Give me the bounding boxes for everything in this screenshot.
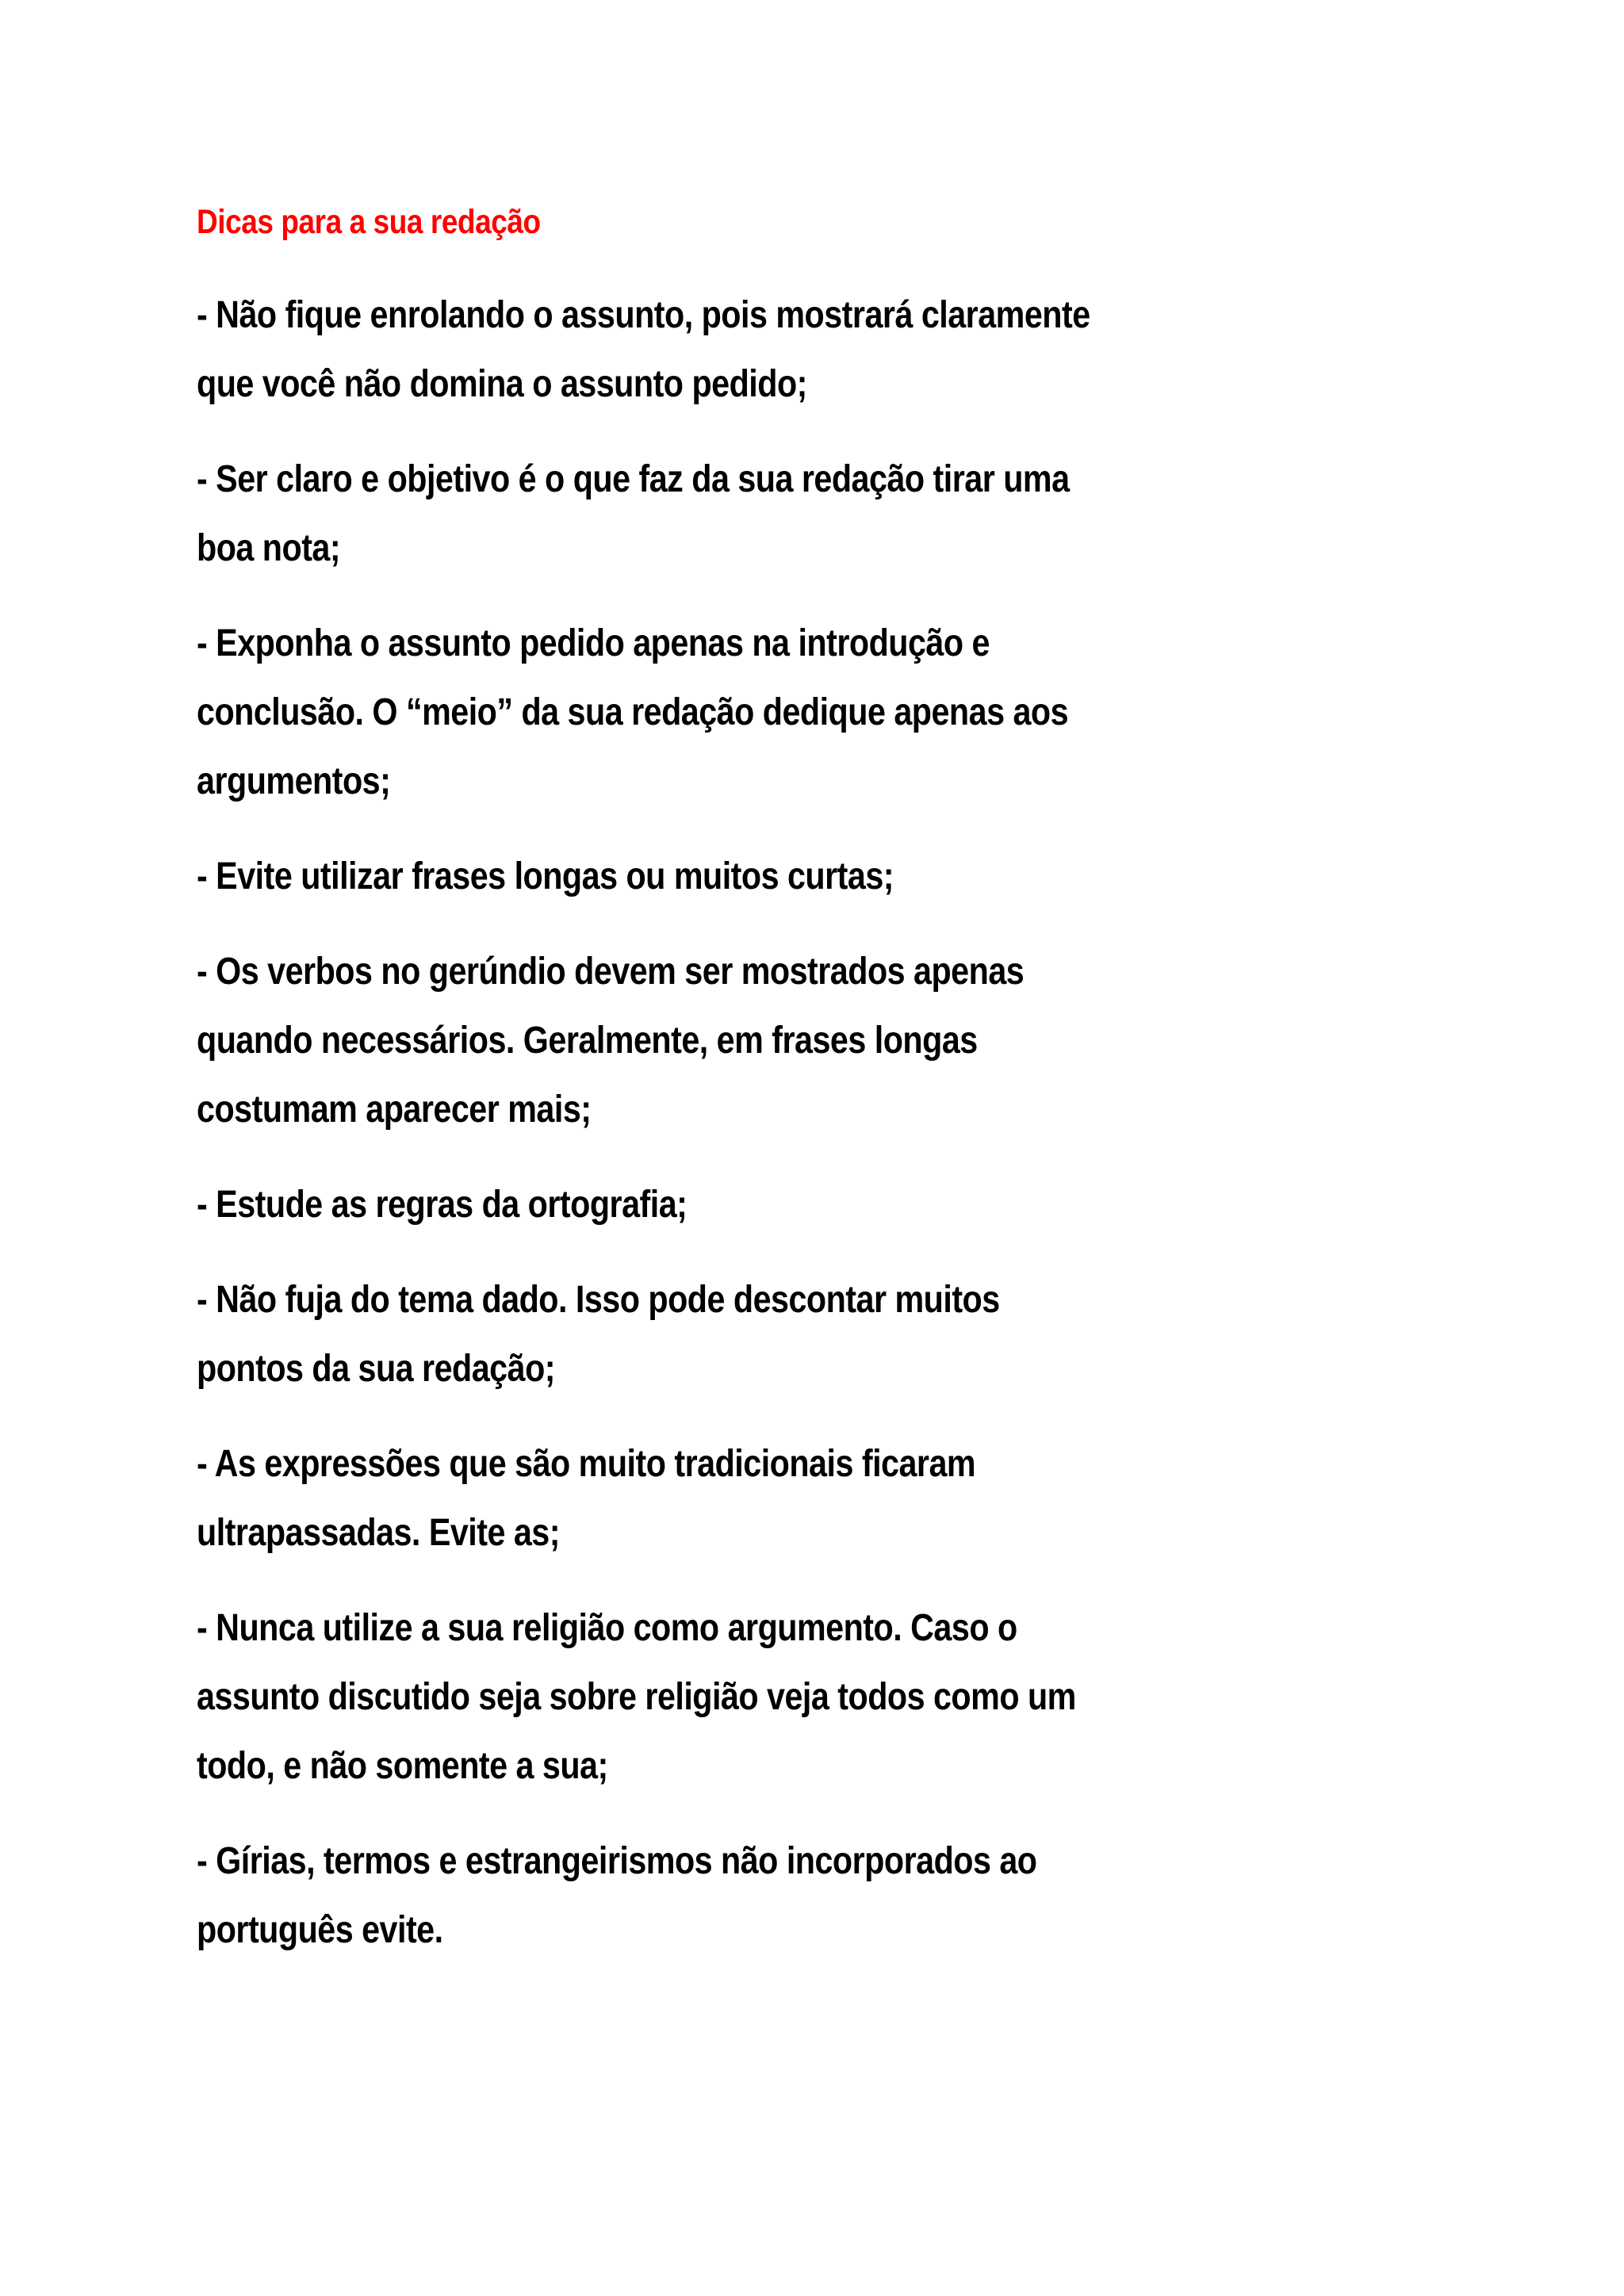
tip-item	[197, 1265, 1465, 1403]
tip-line	[197, 1006, 1465, 1075]
tip-item	[197, 1429, 1465, 1567]
tip-item	[197, 1827, 1465, 1965]
tip-line	[197, 1265, 1465, 1334]
tip-line	[197, 1827, 1465, 1896]
tip-line-text: ultrapassadas. Evite as;	[197, 1512, 560, 1554]
tip-line	[197, 1334, 1465, 1403]
tip-line	[197, 842, 1465, 911]
tip-line-text: - Estude as regras da ortografia;	[197, 1184, 688, 1226]
tip-item	[197, 842, 1465, 911]
document-content	[197, 200, 1465, 1991]
tip-line-text: assunto discutido seja sobre religião veja todos como um	[197, 1676, 1076, 1718]
tip-line	[197, 281, 1465, 350]
tip-line-text: - Gírias, termos e estrangeirismos não incorporados ao	[197, 1840, 1037, 1882]
tip-line	[197, 1075, 1465, 1144]
tip-line	[197, 1498, 1465, 1567]
tip-line	[197, 1594, 1465, 1663]
tip-line-text: - Ser claro e objetivo é o que faz da sua redação tirar uma	[197, 458, 1070, 500]
tip-line-text: português evite.	[197, 1909, 443, 1951]
tip-line-text: - As expressões que são muito tradicionais ficaram	[197, 1443, 976, 1485]
tip-line-text: - Não fique enrolando o assunto, pois mostrará claramente	[197, 294, 1090, 336]
tip-line	[197, 937, 1465, 1006]
tip-line	[197, 1732, 1465, 1800]
tip-item	[197, 937, 1465, 1144]
tip-line	[197, 678, 1465, 747]
tip-line	[197, 514, 1465, 583]
tip-item	[197, 609, 1465, 816]
tip-line-text: costumam aparecer mais;	[197, 1089, 592, 1131]
tip-item	[197, 281, 1465, 419]
tip-line	[197, 1663, 1465, 1732]
tip-line	[197, 445, 1465, 514]
tip-line-text: pontos da sua redação;	[197, 1348, 556, 1390]
tip-line-text: todo, e não somente a sua;	[197, 1745, 608, 1787]
tip-line	[197, 350, 1465, 419]
tip-line	[197, 1896, 1465, 1965]
tip-line-text: que você não domina o assunto pedido;	[197, 363, 807, 405]
tip-item	[197, 445, 1465, 583]
tip-line	[197, 1429, 1465, 1498]
tip-line-text: - Evite utilizar frases longas ou muitos curtas;	[197, 855, 894, 897]
document-title-text: Dicas para a sua redação	[197, 203, 541, 241]
tip-line	[197, 609, 1465, 678]
tip-line-text: - Os verbos no gerúndio devem ser mostrados apenas	[197, 951, 1025, 993]
tip-line-text: argumentos;	[197, 760, 391, 802]
tip-line-text: - Nunca utilize a sua religião como argumento. Caso o	[197, 1607, 1017, 1649]
tip-line-text: conclusão. O “meio” da sua redação dedique apenas aos	[197, 691, 1069, 733]
tip-line-text: boa nota;	[197, 527, 341, 569]
tip-line	[197, 747, 1465, 816]
tip-line-text: - Exponha o assunto pedido apenas na introdução e	[197, 622, 990, 664]
tip-line-text: quando necessários. Geralmente, em frases longas	[197, 1020, 978, 1062]
tip-line	[197, 1170, 1465, 1239]
tip-item	[197, 1170, 1465, 1239]
document-title	[197, 200, 1465, 244]
tip-item	[197, 1594, 1465, 1800]
tip-line-text: - Não fuja do tema dado. Isso pode descontar muitos	[197, 1279, 1000, 1321]
